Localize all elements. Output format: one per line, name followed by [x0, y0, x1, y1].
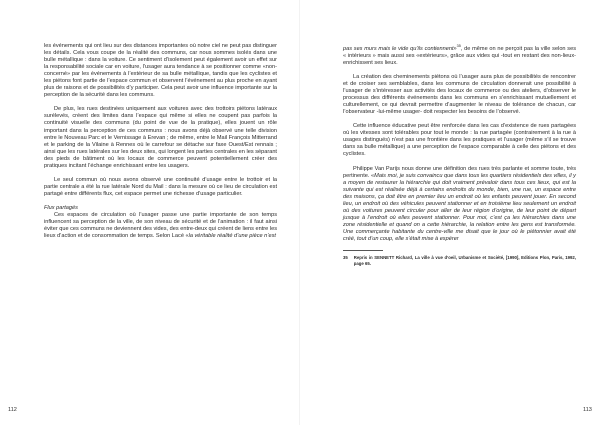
- paragraph: La création des cheminements piétons où l’usager aura plus de possibilités de rencontrer et de croiser ses semblables, dans les communs de circulation donnerait une possibilité à l’usager de s’intéresser aux activités des locaux de commerce ou des ateliers, d’observer le processus des différents événements dans les communs en s’enrichissant mutuellement et culturellement, ce qui devrait permettre d’augmenter le niveau de tolérance de chacun, car l’observateur -lui-même usager- doit respecter les besoins de l’observé.: [343, 74, 576, 116]
- paragraph: Cette influence éducative peut être renforcée dans les cas d’existence de rues partagées où les vitesses sont tolérables pour tout le monde : la rue partagée (contrairement à la rue à usages distingués) n’est pas une frontière dans les pratiques et l’usager (même s’il se trouve dans sa bulle métallique) a une perception de l’espace comparable à celle des piétons et des cyclistes.: [343, 123, 576, 158]
- left-text-column: [44, 43, 277, 247]
- footnote: [343, 255, 576, 266]
- paragraph: De plus, les rues destinées uniquement aux voitures avec des trottoirs piétons latéraux surélevés, créent des limites dans l’espace qui même si elles ne coupent pas parfois la continuité visuelle des communs (du point de vue de la pratique), elles jouent un rôle important dans la perception de ces communs : nous avons déjà observé une telle division entre le Nouveau Parc et le Vernissage à Erevan ; de même, entre le Mail François Mitterrand et le parking de la Vilaine à Rennes où le carrefour se détache sur faxe Ouest/Est rennais ; ainsi que les rues latérales sur les deux sites, qui longent les parties centrales en les séparant des pieds de bâtiment où les locaux de commerce peuvent potentiellement créer des pratiques incitant l’échange enrichissant entre les usagers.: [44, 106, 277, 169]
- paragraph: [343, 43, 576, 67]
- quote-text: la véritable réalité d’une pièce n’est: [188, 233, 276, 240]
- paragraph: les événements qui ont lieu sur des distances importantes où notre ciel ne peut pas distinguer les détails. Cela vous coupe de la réalité des communs, car nous sommes isolés dans une bulle métallique : dans la voiture. Ce sentiment d’isolement peut également avoir un effet sur la responsabilité sociale car en voiture, l’usager aura tendance à se positionner comme «non-concerné» par les événements à l’extérieur de sa bulle métallique, tandis que les cyclistes et les piétons font partie de l’espace commun et observent l’événement au plus proche en ayant plus de raisons et de possibilités d’y participer. Cela peut avoir une influence importante sur la perception de la sécurité dans les communs.: [44, 43, 277, 99]
- paragraph: Le seul commun où nous avons observé une continuité d’usage entre le trottoir et la partie centrale a été la rue latérale Nord du Mail : dans la mesure où ce lieu de circulation est partagé entre différents flux, cet espace permet une richesse d’usage particulier.: [44, 176, 277, 197]
- page-number: 112: [8, 407, 17, 413]
- paragraph-text: , de même on ne perçoit pas la ville selon ses « intérieurs » mais aussi ses «extérieurs», grâce aux vides qui -tout en restant des non-lieux- enrichissent ses lieux.: [343, 45, 576, 66]
- footnote-reference: 35: [456, 44, 461, 48]
- paragraph: [343, 166, 576, 244]
- page-number: 113: [583, 407, 592, 413]
- quote-text: pas ses murs mais le vide qu’ils contiennent»: [343, 45, 457, 52]
- right-text-column: [343, 43, 576, 266]
- paragraph: [44, 212, 277, 240]
- right-page: [300, 0, 600, 425]
- section-subheading: Flux partagés: [44, 204, 78, 211]
- paragraph-text: Ces espaces de circulation où l’usager passe une partie importante de son temps influencent sa perception de la ville, de son niveau de sécurité et de l’animation : il faut ainsi éviter que ces communs ne deviennent des vides, des entre-deux qui créent de liens entre les lieux d’action et de consommation de temps. Selon Lacé «: [44, 211, 277, 240]
- quote-text: Mais moi, je suis convaincu que dans tous les quartiers résidentiels des villes, il y a moyen de restaurer la hiérarchie qui doit vraiment prévaloir dans tous ces lieux, qui est la suivante qui est réalisée déjà à certains endroits du monde, bien, une rue, un espace entre des maisons, ça doit être en premier lieu un endroit où les enfants peuvent jouer. En second lieu, un endroit où des véhicules peuvent stationner et en troisième lieu seulement un endroit où des voitures peuvent circuler pour aller de leur région d’origine, de leur point de départ jusque à l’endroit où elles peuvent stationner. Pour moi, c’est ça les hiérarchies dans une zone résidentielle et quand on a cette hiérarchie, la relation entre les gens est transformée. Une commerçante habitante du centre-ville me disait que le jour où le piétonnier avait été créé, tout d’un coup, elle s’était mise à espérer: [343, 172, 576, 242]
- footnote-number: 35: [343, 255, 348, 261]
- footnote-text: Repris in SENNETT Richard, La ville à vue d’oeil, Urbanisme et Société, [1990], Editions Plon, Paris, 1992, page 65.: [353, 255, 576, 266]
- footnote-divider: [343, 250, 383, 251]
- paragraph-text: Philippe Van Parijs nous donne une définition des rues très parlante et somme toute, très pertinente. «: [343, 165, 576, 179]
